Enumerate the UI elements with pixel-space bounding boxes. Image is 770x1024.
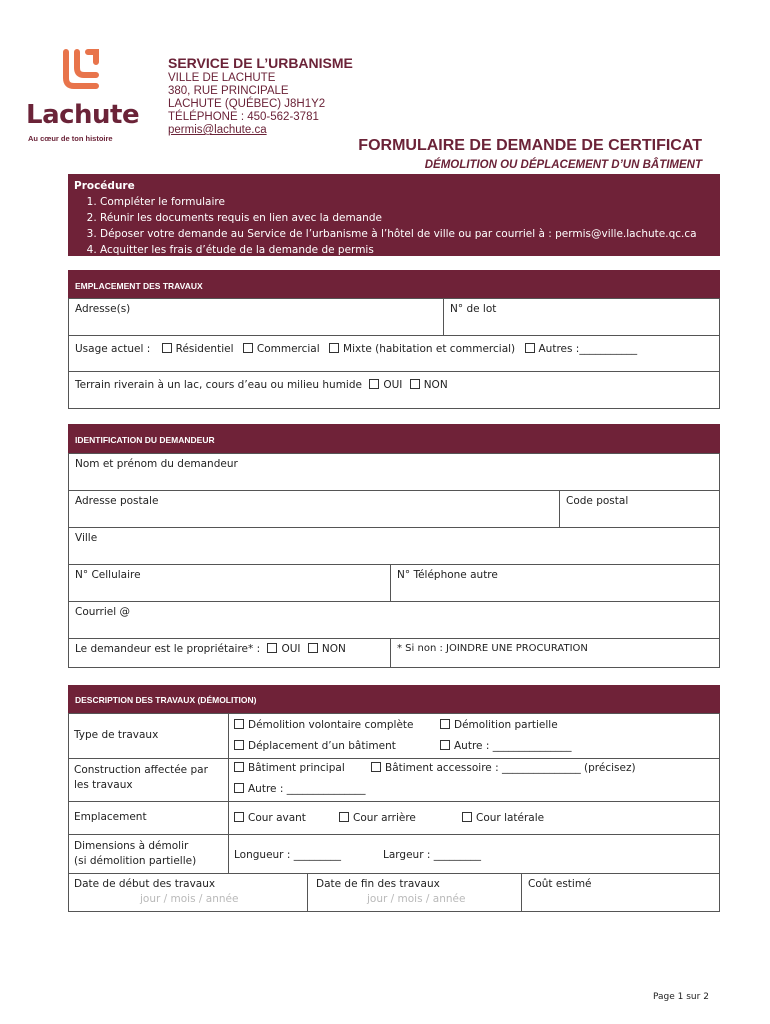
owner-no-checkbox[interactable] [308,643,318,653]
logo-tagline: Au cœur de ton histoire [28,134,113,143]
address-line: 380, RUE PRINCIPALE [168,85,289,97]
field-label: N° Cellulaire [75,569,141,581]
other-type-checkbox[interactable] [440,740,450,750]
relocation-checkbox[interactable] [234,740,244,750]
other-usage-checkbox[interactable] [525,343,535,353]
lot-label: N° de lot [450,303,497,315]
start-date-input[interactable]: jour / mois / année [140,893,239,905]
owner-label: Le demandeur est le propriétaire* : [75,643,261,655]
address-line: TÉLÉPHONE : 450-562-3781 [168,111,319,123]
logo-wordmark: Lachute [26,100,140,130]
city-field[interactable] [68,527,720,565]
location-option [234,812,306,824]
type-option [440,719,558,731]
option-label: Mixte (habitation et commercial) [343,343,516,355]
accessory-building-checkbox[interactable] [371,762,381,772]
dimensions-label [74,839,196,869]
complete-demolition-checkbox[interactable] [234,719,244,729]
procedure-step: 2. Réunir les documents requis en lien avec la demande [100,210,714,226]
field-label: Courriel @ [75,606,130,618]
column-divider [521,873,522,912]
option-label: NON [321,643,346,655]
construction-option [234,783,365,795]
column-divider [228,713,229,873]
row-divider [68,758,720,759]
service-title: SERVICE DE L’URBANISME [168,55,353,71]
type-label: Type de travaux [74,729,159,741]
form-subtitle: DÉMOLITION OU DÉPLACEMENT D’UN BÂTIMENT [424,159,702,171]
usage-row [68,335,720,372]
proxy-note [390,638,720,668]
procedure-box [68,174,720,256]
length-field[interactable]: Longueur : _________ [234,849,341,861]
main-building-checkbox[interactable] [234,762,244,772]
section-title: IDENTIFICATION DU DEMANDEUR [75,435,215,445]
procedure-steps [74,194,714,258]
address-block [168,72,325,137]
side-yard-checkbox[interactable] [462,812,472,822]
procedure-step: 4. Acquitter les frais d’étude de la demande de permis [100,242,714,258]
section-header-description [68,685,720,714]
location-option [339,812,416,824]
riverain-row [68,371,720,409]
field-label: N° Téléphone autre [397,569,498,581]
section-header-emplacement [68,270,720,298]
option-label: Bâtiment accessoire : _______________ (précisez) [385,762,636,774]
option-label: Commercial [256,343,320,355]
riverain-no-checkbox[interactable] [410,379,420,389]
back-yard-checkbox[interactable] [339,812,349,822]
field-label: Adresse postale [75,495,159,507]
lot-number-field[interactable] [443,298,720,336]
field-label: Code postal [566,495,629,507]
address-label: Adresse(s) [75,303,131,315]
start-date-label: Date de début des travaux [74,878,216,890]
location-label: Emplacement [74,811,147,823]
label-line: Construction affectée par [74,764,208,776]
column-divider [307,873,308,912]
section-title: DESCRIPTION DES TRAVAUX (DÉMOLITION) [75,695,257,705]
procedure-step: 1. Compléter le formulaire [100,194,714,210]
postal-code-field[interactable] [559,490,720,528]
row-divider [68,801,720,802]
type-option [440,740,571,752]
cell-phone-field[interactable] [68,564,391,602]
partial-demolition-checkbox[interactable] [440,719,450,729]
riverain-yes-checkbox[interactable] [369,379,379,389]
page-number: Page 1 sur 2 [653,992,709,1002]
option-label: Bâtiment principal [248,762,345,774]
width-field[interactable]: Largeur : _________ [383,849,481,861]
other-phone-field[interactable] [390,564,720,602]
procedure-step: 3. Déposer votre demande au Service de l’urbanisme à l’hôtel de ville ou par courriel à : permis@ville.lachute.qc.ca [100,226,714,242]
option-label: Démolition volontaire complète [248,719,414,731]
field-label: Ville [75,532,98,544]
label-line: les travaux [74,779,133,791]
construction-option [234,762,345,774]
option-label: Déplacement d’un bâtiment [248,740,396,752]
email-field[interactable] [68,601,720,639]
owner-yes-checkbox[interactable] [267,643,277,653]
field-label: Nom et prénom du demandeur [75,458,238,470]
row-divider [68,834,720,835]
end-date-input[interactable]: jour / mois / année [367,893,466,905]
section-header-demandeur [68,424,720,454]
label-line: Dimensions à démolir [74,840,189,852]
option-label: Cour avant [248,812,306,824]
mixed-checkbox[interactable] [329,343,339,353]
residential-checkbox[interactable] [162,343,172,353]
riverain-label: Terrain riverain à un lac, cours d’eau ou milieu humide [75,379,362,391]
location-option [462,812,544,824]
option-label: Autres :___________ [538,343,638,355]
option-label: OUI [281,643,301,655]
address-line: LACHUTE (QUÉBEC) J8H1Y2 [168,98,326,110]
usage-label: Usage actuel : [75,343,151,355]
section-title: EMPLACEMENT DES TRAVAUX [75,281,203,291]
option-label: Résidentiel [175,343,234,355]
option-label: Cour arrière [353,812,416,824]
postal-address-field[interactable] [68,490,560,528]
proxy-note-text: * Si non : JOINDRE UNE PROCURATION [397,643,588,654]
end-date-label: Date de fin des travaux [316,878,440,890]
option-label: Autre : _______________ [248,783,366,795]
commercial-checkbox[interactable] [243,343,253,353]
construction-option [371,762,636,774]
address-line: VILLE DE LACHUTE [168,72,276,84]
option-label: Démolition partielle [454,719,558,731]
cost-label: Coût estimé [528,878,592,890]
procedure-title: Procédure [74,180,135,192]
city-logo [26,48,156,148]
logo-emblem-icon [60,48,102,92]
label-line: (si démolition partielle) [74,855,197,867]
construction-label [74,763,208,793]
type-option [234,740,396,752]
email-link[interactable]: permis@lachute.ca [168,124,267,136]
option-label: OUI [383,379,403,391]
option-label: NON [423,379,448,391]
other-construction-checkbox[interactable] [234,783,244,793]
form-title: FORMULAIRE DE DEMANDE DE CERTIFICAT [358,137,702,154]
address-field[interactable] [68,298,444,336]
applicant-name-field[interactable] [68,453,720,491]
option-label: Cour latérale [476,812,545,824]
owner-row [68,638,391,668]
row-divider [68,873,720,874]
front-yard-checkbox[interactable] [234,812,244,822]
type-option [234,719,414,731]
option-label: Autre : _______________ [454,740,572,752]
